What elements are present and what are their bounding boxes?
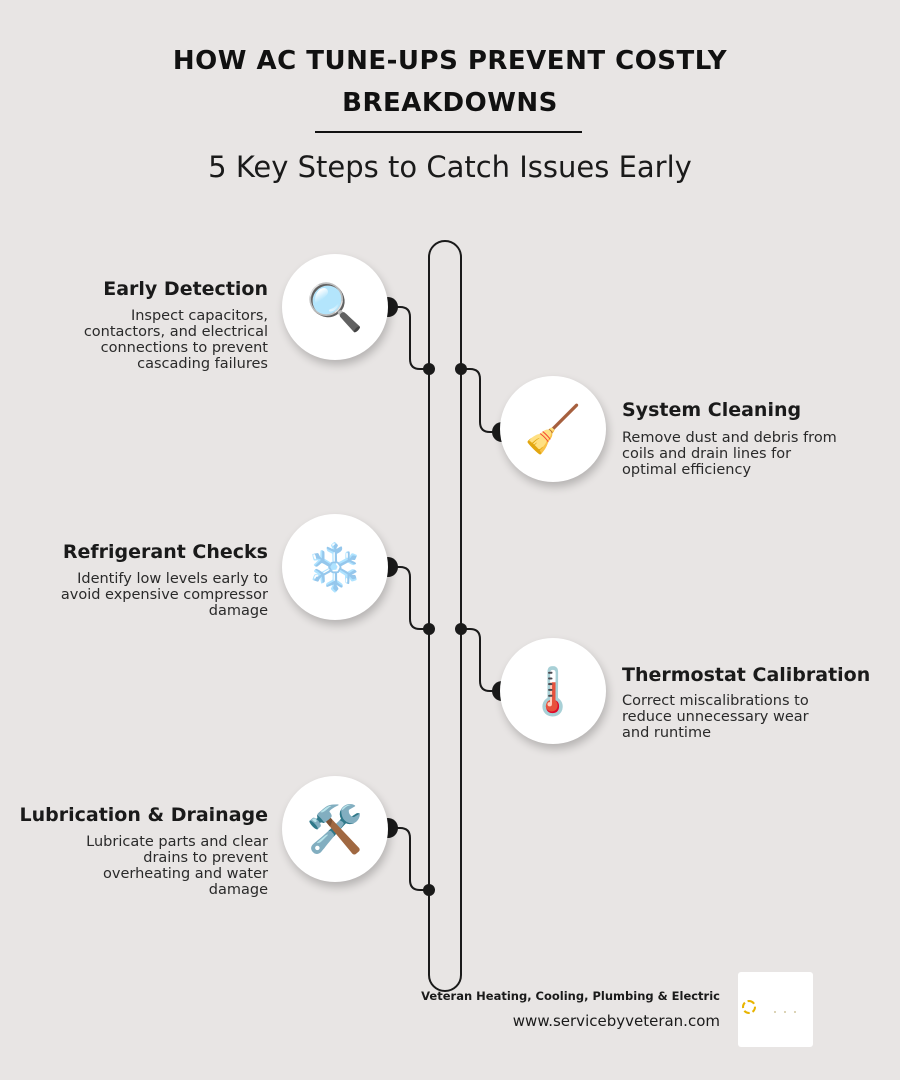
broom-icon: 🧹: [500, 376, 606, 482]
footer-website-link[interactable]: www.servicebyveteran.com: [512, 1012, 720, 1030]
branch-connector-2: [461, 369, 502, 432]
step-title: Thermostat Calibration: [622, 664, 871, 686]
track-junction-dot-4: [455, 623, 467, 635]
track-junction-dot-5: [423, 884, 435, 896]
step-description: Remove dust and debris from coils and drain lines for optimal efficiency: [622, 430, 837, 478]
step-description: Lubricate parts and clear drains to prevent overheating and water damage: [86, 834, 268, 898]
thermometer-icon: 🌡️: [500, 638, 606, 744]
hammer-and-wrench-icon: 🛠️: [282, 776, 388, 882]
logo-dots-icon: [770, 1011, 800, 1013]
branch-connector-4: [461, 629, 502, 691]
track-junction-dot-1: [423, 363, 435, 375]
page-subtitle: 5 Key Steps to Catch Issues Early: [208, 150, 692, 184]
step-description: Inspect capacitors, contactors, and electrical connections to prevent cascading failures: [83, 308, 268, 372]
step-title: Lubrication & Drainage: [19, 804, 268, 826]
track-junction-dot-3: [423, 623, 435, 635]
page-title: HOW AC TUNE-UPS PREVENT COSTLY BREAKDOWNS: [172, 46, 728, 118]
step-description: Identify low levels early to avoid expensive compressor damage: [60, 571, 268, 619]
step-title: Refrigerant Checks: [62, 541, 268, 563]
timeline-track: [429, 241, 461, 991]
logo-ring-icon: [742, 1000, 756, 1014]
branch-connector-1: [388, 307, 429, 369]
magnifying-glass-icon: 🔍: [282, 254, 388, 360]
step-title: System Cleaning: [622, 399, 802, 421]
step-title: Early Detection: [103, 278, 268, 300]
branch-connector-3: [388, 567, 429, 629]
step-description: Correct miscalibrations to reduce unnecessary wear and runtime: [622, 693, 809, 741]
footer-company-name: Veteran Heating, Cooling, Plumbing & Electric: [421, 989, 720, 1003]
snowflake-icon: ❄️: [282, 514, 388, 620]
branch-connector-5: [388, 828, 429, 890]
track-junction-dot-2: [455, 363, 467, 375]
